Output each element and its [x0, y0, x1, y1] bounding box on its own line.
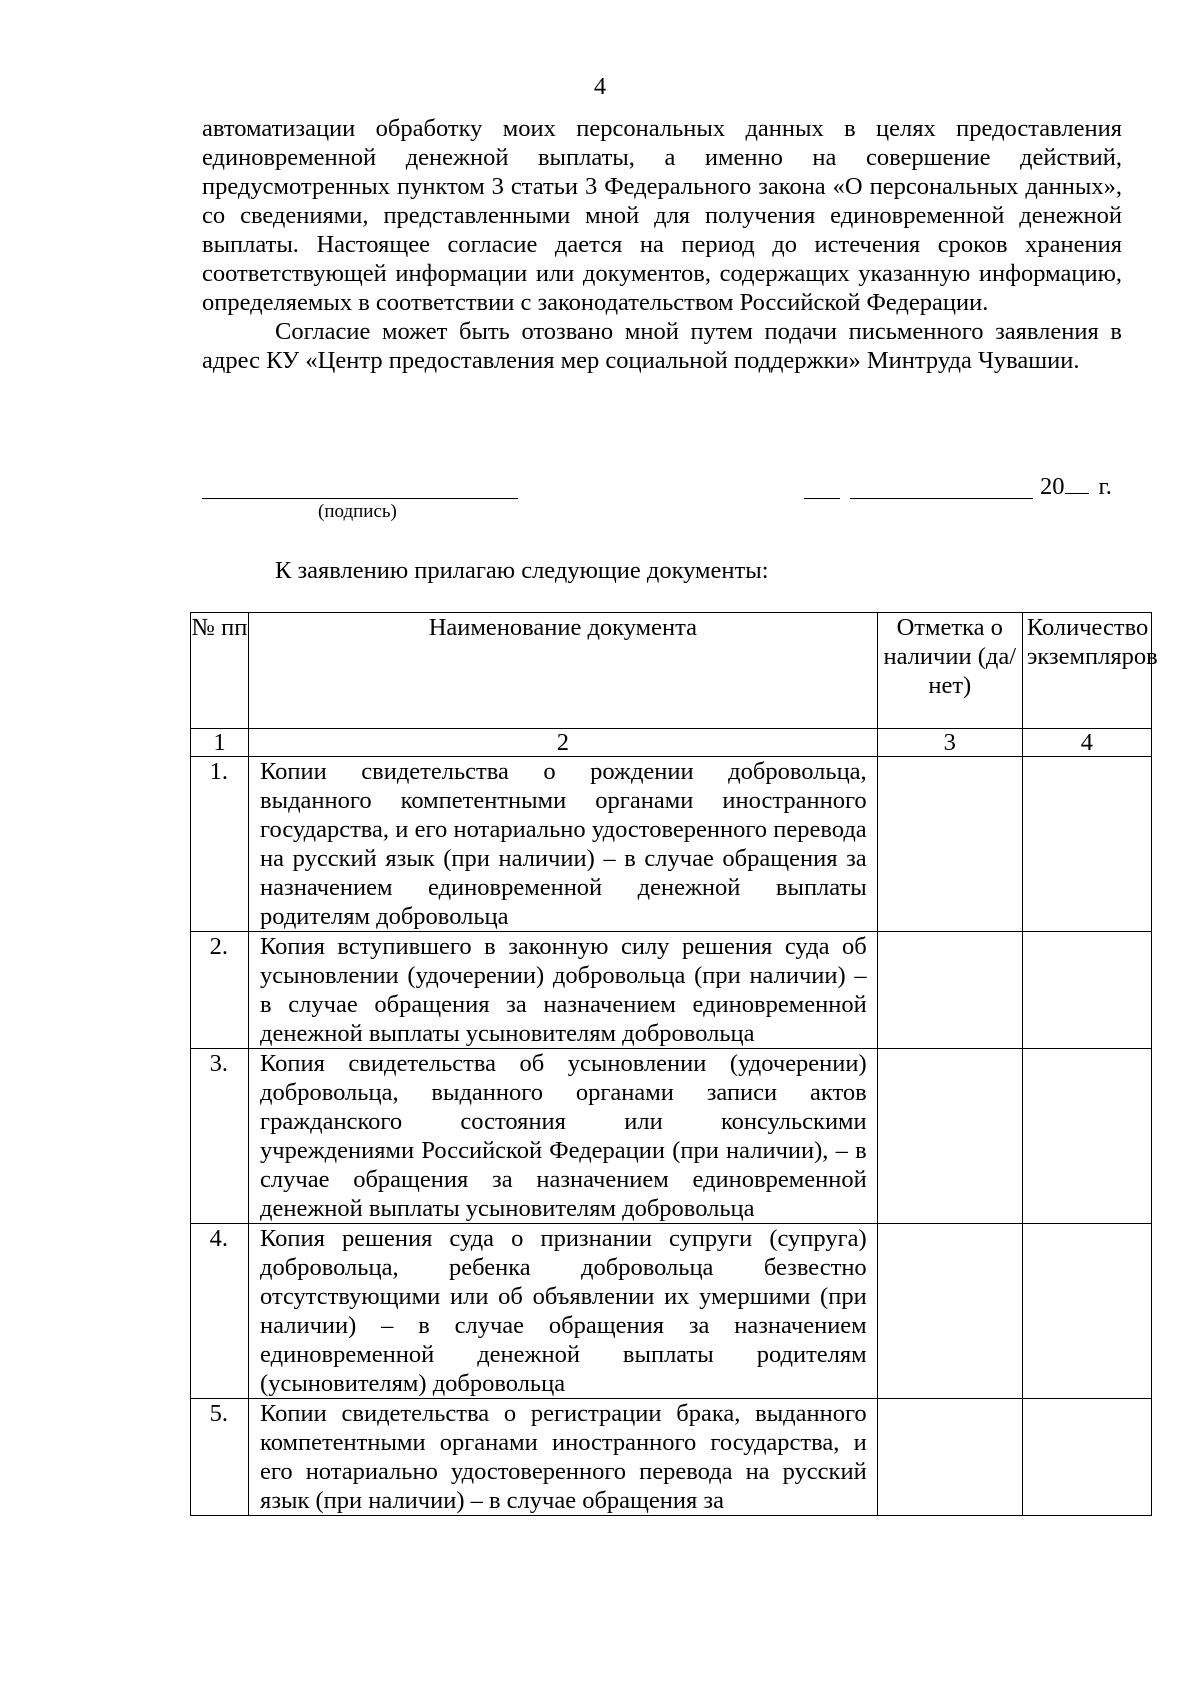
copies-count-cell [1022, 1049, 1151, 1224]
signature-line [202, 498, 518, 499]
date-month-blank [850, 498, 1033, 499]
row-number: 4. [191, 1224, 249, 1399]
table-row [191, 1049, 1152, 1224]
document-name: Копия вступившего в законную силу решения суда об усыновлении (удочерении) добровольца (при наличии) – в случае обращения за назначением единовременной денежной выплаты усыновителям добровольца [249, 932, 878, 1049]
row-number: 5. [191, 1399, 249, 1516]
date-day-blank [804, 498, 840, 499]
row-number: 3. [191, 1049, 249, 1224]
header-name: Наименование документа [249, 613, 878, 729]
row-number: 2. [191, 932, 249, 1049]
table-row [191, 1399, 1152, 1516]
page-number: 4 [593, 73, 607, 100]
consent-text [202, 114, 1122, 375]
index-cell: 3 [877, 729, 1022, 757]
consent-paragraph: автоматизации обработку моих персональных данных в целях предоставления единовременной денежной выплаты, а именно на совершение действий, предусмотренных пунктом 3 статьи 3 Федерального закона «О персональных данных», со сведениями, представленными мной для получения единовременной денежной выплаты. Настоящее согласие дается на период до истечения сроков хранения соответствующей информации или документов, содержащих указанную информацию, определяемых в соответствии с законодательством Российской Федерации. [202, 115, 1122, 316]
copies-count-cell [1022, 1399, 1151, 1516]
document-name: Копия свидетельства об усыновлении (удочерении) добровольца, выданного органами записи актов гражданского состояния или консульскими учреждениями Российской Федерации (при наличии), – в случае обращения за назначением единовременной денежной выплаты усыновителям добровольца [249, 1049, 878, 1224]
copies-count-cell [1022, 932, 1151, 1049]
presence-mark-cell [877, 1399, 1022, 1516]
index-cell: 1 [191, 729, 249, 757]
header-num: № пп [191, 613, 249, 729]
document-name: Копии свидетельства о регистрации брака, выданного компетентными органами иностранного государства, и его нотариально удостоверенного перевода на русский язык (при наличии) – в случае обращения за [249, 1399, 878, 1516]
year-blank [1065, 471, 1089, 494]
row-number: 1. [191, 757, 249, 932]
signature-caption: (подпись) [318, 501, 397, 522]
presence-mark-cell [877, 1224, 1022, 1399]
revocation-paragraph: Согласие может быть отозвано мной путем подачи письменного заявления в адрес КУ «Центр предоставления мер социальной поддержки» Минтруда Чувашии. [202, 318, 1122, 374]
date-year [1040, 471, 1112, 501]
table-row [191, 757, 1152, 932]
presence-mark-cell [877, 932, 1022, 1049]
copies-count-cell [1022, 757, 1151, 932]
document-name: Копия решения суда о признании супруги (супруга) добровольца, ребенка добровольца безвестно отсутствующими или об объявлении их умершими (при наличии) – в случае обращения за назначением единовременной денежной выплаты родителям (усыновителям) добровольца [249, 1224, 878, 1399]
copies-count-cell [1022, 1224, 1151, 1399]
header-qty: Количество экземпляров [1022, 613, 1151, 729]
documents-table [190, 612, 1158, 1516]
attachments-intro: К заявлению прилагаю следующие документы: [275, 557, 769, 584]
presence-mark-cell [877, 757, 1022, 932]
presence-mark-cell [877, 1049, 1022, 1224]
year-suffix: г. [1098, 473, 1112, 500]
table-row [191, 1224, 1152, 1399]
header-mark: Отметка о наличии (да/нет) [877, 613, 1022, 729]
table-row [191, 932, 1152, 1049]
table-header-row [191, 613, 1152, 729]
index-cell: 4 [1022, 729, 1151, 757]
column-index-row [191, 729, 1152, 757]
year-prefix: 20 [1040, 473, 1065, 500]
document-name: Копии свидетельства о рождении добровольца, выданного компетентными органами иностранного государства, и его нотариально удостоверенного перевода на русский язык (при наличии) – в случае обращения за назначением единовременной денежной выплаты родителям добровольца [249, 757, 878, 932]
index-cell: 2 [249, 729, 878, 757]
